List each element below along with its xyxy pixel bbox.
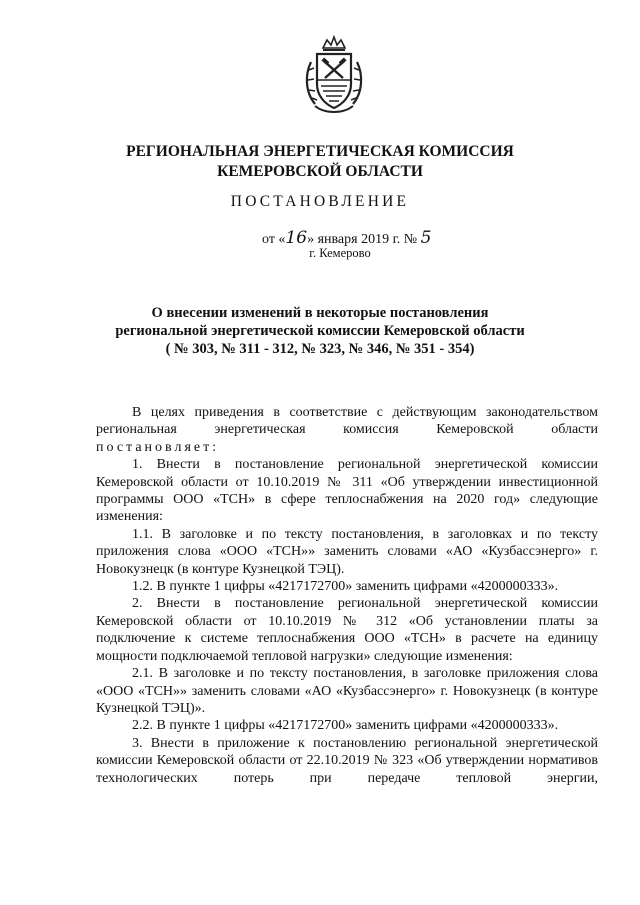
organization-name-line-2: КЕМЕРОВСКОЙ ОБЛАСТИ — [217, 163, 423, 180]
date-month-year: » января 2019 г. № — [307, 232, 418, 247]
handwritten-day: 16 — [285, 228, 308, 248]
clause-3: 3. Внести в приложение к постановлению региональной энергетической комиссии Кемеровской области от 22.10.2019 № 323 «Об утверждении нормативов технологических потерь при передаче тепловой энергии, — [96, 735, 598, 786]
preamble-paragraph: В целях приведения в соответствие с действующим законодательством региональная энергетическая комиссия Кемеровской области — [96, 405, 598, 438]
document-title-line-3: ( № 303, № 311 - 312, № 323, № 346, № 351 - 354) — [165, 341, 475, 357]
document-type-heading: ПОСТАНОВЛЕНИЕ — [230, 193, 410, 210]
clause-1-1: 1.1. В заголовке и по тексту постановления, в заголовках и по тексту приложения слова «ООО «ТСН»» заменить словами «АО «Кузбассэнерго» г. Новокузнецк (в контуре Кузнецкой ТЭЦ). — [96, 526, 598, 577]
document-body — [96, 404, 598, 787]
coat-of-arms-emblem — [299, 34, 369, 116]
resolves-word: постановляет: — [96, 439, 220, 455]
clause-2-2: 2.2. В пункте 1 цифры «4217172700» заменить цифрами «4200000333». — [132, 718, 559, 734]
document-date-line — [262, 228, 431, 248]
clause-2: 2. Внести в постановление региональной энергетической комиссии Кемеровской области от 10.10.2019 № 312 «Об установлении платы за подключение к системе теплоснабжения ООО «ТСН» в расчете на единицу мощности подключаемой тепловой нагрузки» следующие изменения: — [96, 596, 598, 664]
clause-2-1: 2.1. В заголовке и по тексту постановления, в заголовке приложения слова «ООО «ТСН»» заменить словами «АО «Кузбассэнерго» г. Новокузнецк (в контуре Кузнецкой ТЭЦ)». — [96, 666, 598, 716]
clause-1-2: 1.2. В пункте 1 цифры «4217172700» заменить цифрами «4200000333». — [132, 579, 559, 595]
handwritten-number: 5 — [420, 228, 432, 248]
document-title-line-1: О внесении изменений в некоторые постановления — [151, 305, 489, 321]
organization-name-line-1: РЕГИОНАЛЬНАЯ ЭНЕРГЕТИЧЕСКАЯ КОМИССИЯ — [126, 143, 514, 160]
date-prefix: от « — [262, 232, 286, 247]
document-city: г. Кемерово — [309, 246, 371, 260]
document-title-line-2: региональной энергетической комиссии Кемеровской области — [115, 323, 525, 339]
clause-1: 1. Внести в постановление региональной энергетической комиссии Кемеровской области от 10.10.2019 № 311 «Об утверждении инвестиционной программы ООО «ТСН» в сфере теплоснабжения на 2020 год» следующие изменения: — [96, 457, 598, 525]
